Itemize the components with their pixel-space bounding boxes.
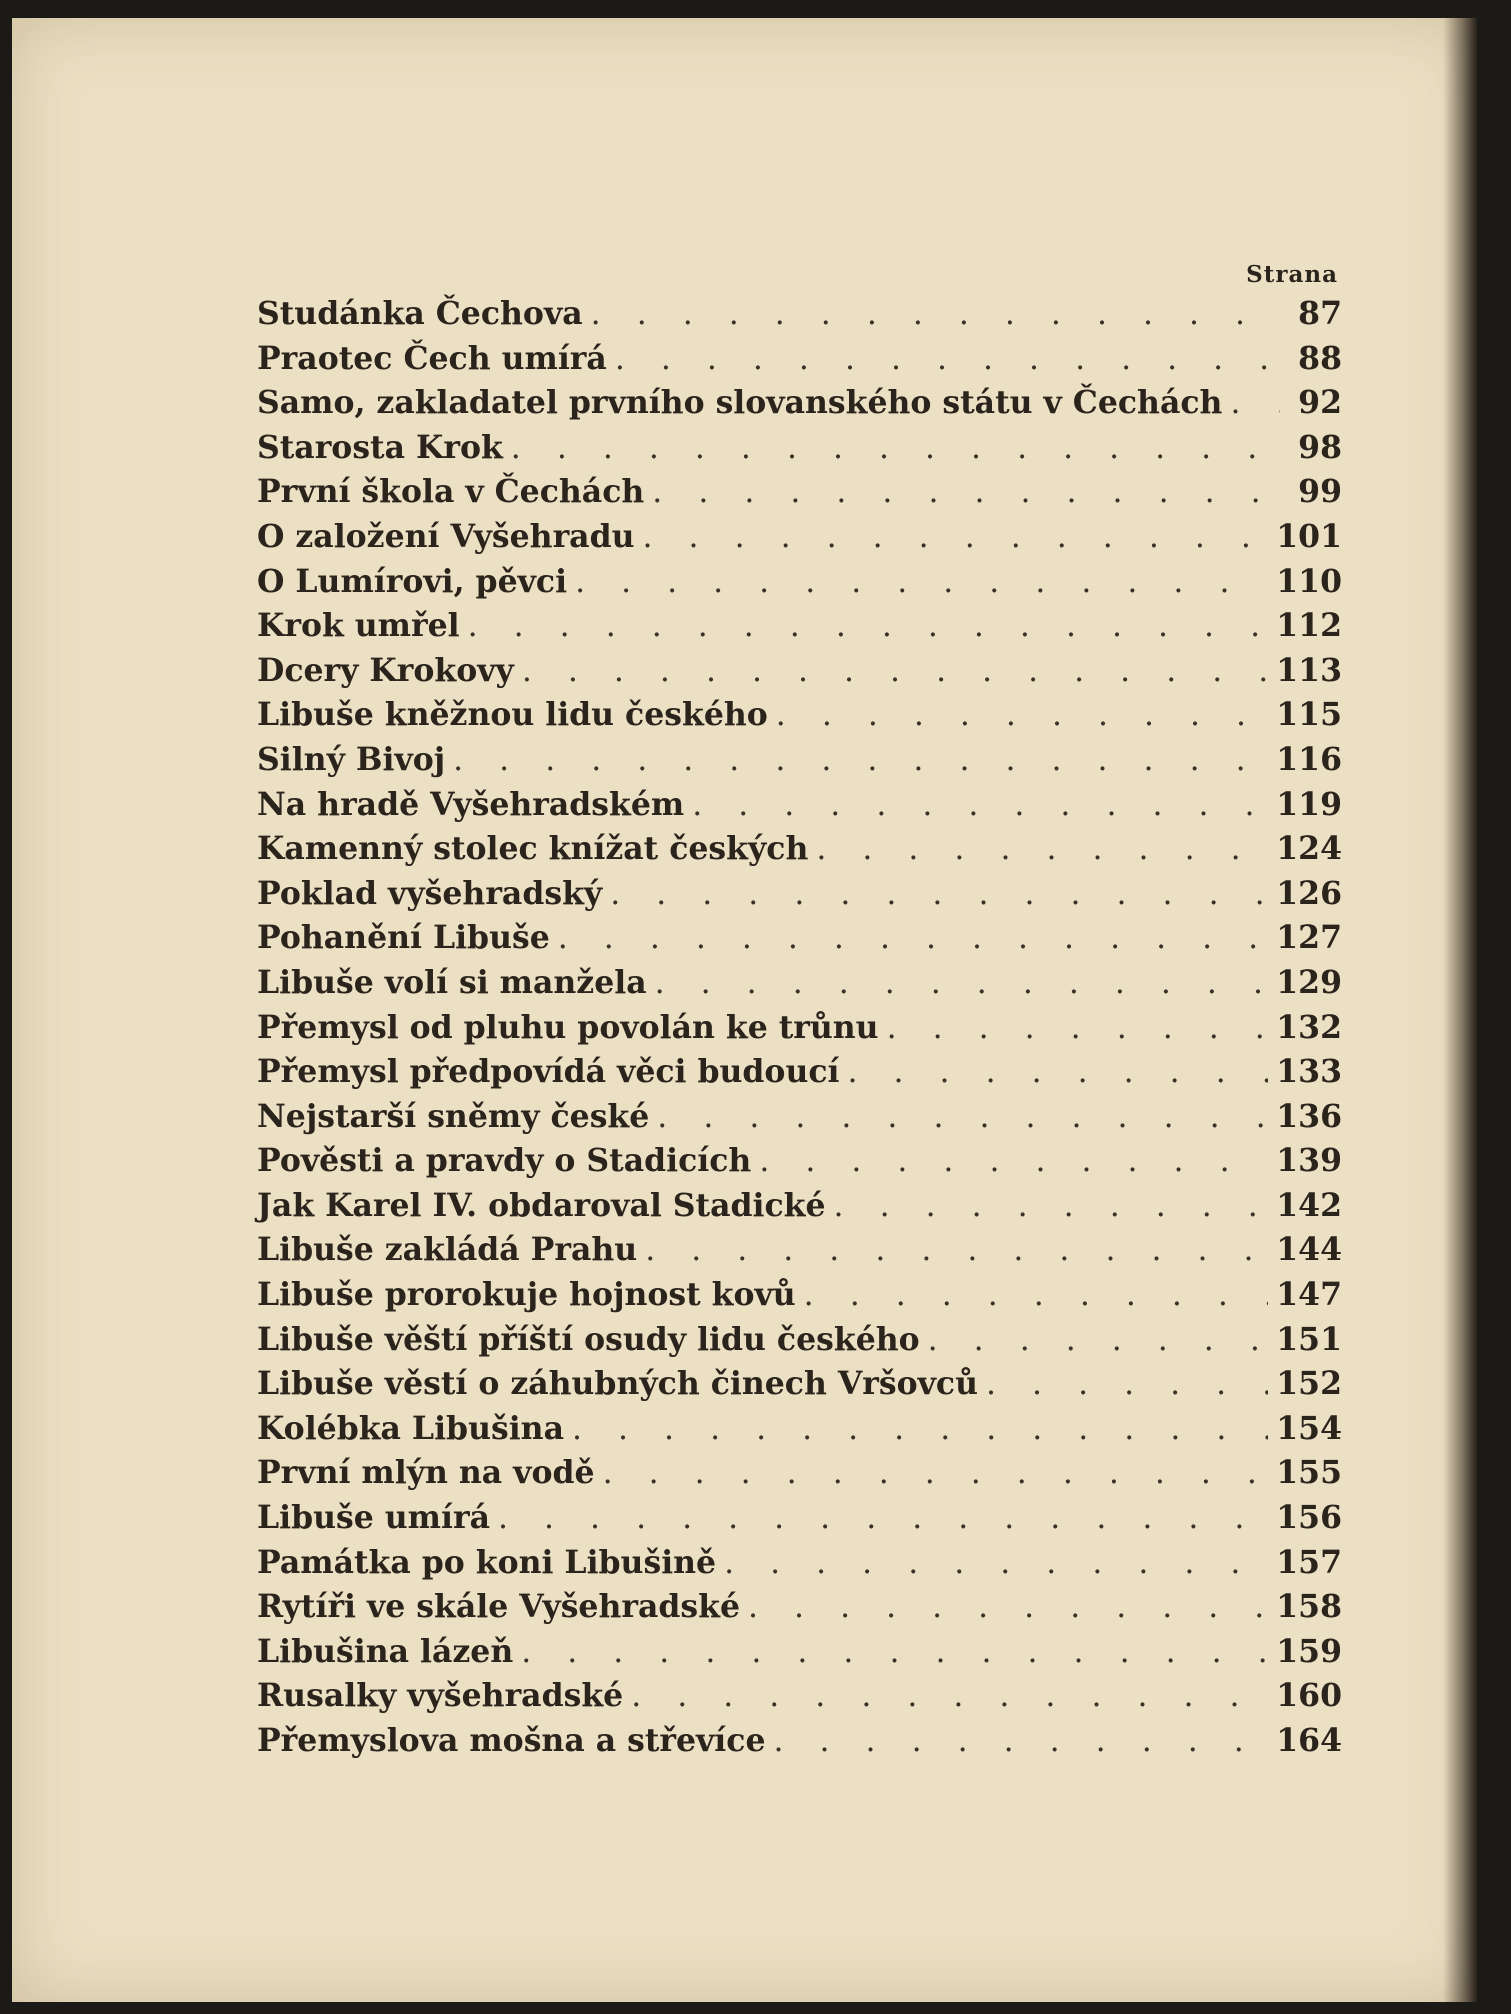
toc-entry-title: Krok umřel — [257, 607, 460, 645]
toc-entry — [257, 1228, 1342, 1273]
toc-entry — [257, 1139, 1342, 1184]
toc-entry — [257, 381, 1342, 426]
toc-entry-page: 115 — [1276, 696, 1342, 734]
toc-entry-title: O Lumírovi, pěvci — [257, 562, 568, 600]
toc-entry-title: Studánka Čechova — [257, 295, 583, 332]
leader-dots — [887, 1006, 1269, 1051]
toc-entry-title: Nejstarší sněmy české — [257, 1097, 650, 1135]
toc-entry-page: 158 — [1276, 1588, 1342, 1626]
toc-entry — [257, 1585, 1342, 1630]
toc-entry — [257, 604, 1342, 649]
toc-entry-title: Pohanění Libuše — [257, 919, 550, 957]
toc-entry-title: Libuše věští příští osudy lidu českého — [257, 1320, 920, 1358]
leader-dots — [575, 560, 1268, 605]
toc-entry-title: Kamenný stolec knížat českých — [257, 830, 809, 868]
toc-entry-title: Poklad vyšehradský — [257, 874, 603, 912]
leader-dots — [522, 649, 1268, 694]
leader-dots — [724, 1541, 1268, 1586]
leader-dots — [848, 1050, 1269, 1095]
toc-entry-page: 127 — [1276, 919, 1342, 957]
toc-entry-page: 154 — [1276, 1409, 1342, 1447]
toc-entry-title: O založení Vyšehradu — [257, 517, 635, 555]
toc-entry-title: Libuše kněžnou lidu českého — [257, 696, 768, 734]
toc-entry-title: Libušina lázeň — [257, 1632, 514, 1670]
toc-entry-title: Památka po koni Libušině — [257, 1543, 717, 1581]
toc-entry-title: Libuše zakládá Prahu — [257, 1231, 638, 1269]
toc-entry — [257, 1496, 1342, 1541]
toc-entry-title: Rusalky vyšehradské — [257, 1677, 624, 1715]
toc-entry-title: Přemysl předpovídá věci budoucí — [257, 1053, 840, 1091]
leader-dots — [986, 1362, 1268, 1407]
toc-entry — [257, 693, 1342, 738]
toc-entry-page: 136 — [1276, 1097, 1342, 1135]
toc-entry-page: 116 — [1276, 740, 1342, 778]
toc-entry-title: Libuše umírá — [257, 1499, 490, 1537]
toc-entry — [257, 1674, 1342, 1719]
leader-dots — [748, 1585, 1268, 1630]
toc-entry-page: 159 — [1276, 1632, 1342, 1670]
toc-entry-title: Libuše volí si manžela — [257, 963, 647, 1001]
toc-entry — [257, 872, 1342, 917]
leader-dots — [558, 916, 1268, 961]
leader-dots — [615, 337, 1280, 382]
toc-entry — [257, 1006, 1342, 1051]
leader-dots — [603, 1451, 1269, 1496]
toc-entry-page: 126 — [1276, 874, 1342, 912]
toc-entry-title: Libuše věstí o záhubných činech Vršovců — [257, 1365, 979, 1403]
leader-dots — [498, 1496, 1268, 1541]
leader-dots — [816, 827, 1268, 872]
leader-dots — [610, 872, 1268, 917]
leader-dots — [657, 1095, 1268, 1140]
toc-entry-page: 152 — [1276, 1365, 1342, 1403]
toc-entry — [257, 827, 1342, 872]
toc-entry — [257, 738, 1342, 783]
toc-entry-title: Jak Karel IV. obdaroval Stadické — [257, 1186, 826, 1224]
leader-dots — [631, 1674, 1268, 1719]
toc-entry — [257, 1630, 1342, 1675]
leader-dots — [643, 515, 1269, 560]
toc-entry — [257, 1719, 1342, 1764]
leader-dots — [645, 1228, 1268, 1273]
leader-dots — [572, 1407, 1268, 1452]
toc-entry-title: Starosta Krok — [257, 428, 503, 466]
toc-entry — [257, 649, 1342, 694]
leader-dots — [655, 961, 1269, 1006]
toc-entry-page: 147 — [1276, 1276, 1342, 1314]
toc-entry-title: První škola v Čechách — [257, 473, 645, 511]
leader-dots — [1230, 381, 1280, 426]
toc-entry-page: 133 — [1276, 1053, 1342, 1091]
toc-entry-title: Samo, zakladatel prvního slovanského státu v Čechách — [257, 384, 1223, 422]
toc-entry-page: 99 — [1298, 473, 1342, 511]
toc-entry-page: 112 — [1276, 607, 1342, 645]
page-gutter-shadow — [1443, 18, 1477, 2002]
leader-dots — [591, 292, 1280, 337]
leader-dots — [774, 1719, 1269, 1764]
toc-entry — [257, 1541, 1342, 1586]
toc-entry-page: 139 — [1276, 1142, 1342, 1180]
toc-entry — [257, 515, 1342, 560]
toc-entry-title: Praotec Čech umírá — [257, 339, 607, 377]
toc-entry — [257, 1273, 1342, 1318]
toc-entry-title: Pověsti a pravdy o Stadicích — [257, 1142, 752, 1180]
toc-entry — [257, 1050, 1342, 1095]
toc-entry-page: 129 — [1276, 963, 1342, 1001]
toc-entry — [257, 426, 1342, 471]
leader-dots — [468, 604, 1269, 649]
toc-entry-title: Rytíři ve skále Vyšehradské — [257, 1588, 741, 1626]
toc-entry-page: 164 — [1276, 1722, 1342, 1759]
toc-entry-page: 132 — [1276, 1008, 1342, 1046]
toc-entry-page: 113 — [1276, 651, 1342, 689]
toc-entry-title: Dcery Krokovy — [257, 651, 514, 689]
toc-entry — [257, 916, 1342, 961]
toc-entry-title: Libuše prorokuje hojnost kovů — [257, 1276, 796, 1314]
toc-entry-page: 160 — [1276, 1677, 1342, 1715]
leader-dots — [928, 1318, 1269, 1363]
toc-entry-title: Na hradě Vyšehradském — [257, 785, 685, 823]
toc-entry — [257, 1184, 1342, 1229]
toc-entry-title: Silný Bivoj — [257, 740, 446, 778]
leader-dots — [804, 1273, 1269, 1318]
toc-entry-page: 119 — [1276, 785, 1342, 823]
toc-list — [257, 292, 1342, 1764]
toc-entry-title: Kolébka Libušina — [257, 1409, 564, 1447]
leader-dots — [834, 1184, 1269, 1229]
leader-dots — [511, 426, 1280, 471]
page-column-header: Strana — [1246, 261, 1338, 288]
leader-dots — [521, 1630, 1268, 1675]
toc-entry — [257, 1407, 1342, 1452]
toc-entry-title: První mlýn na vodě — [257, 1454, 595, 1492]
toc-entry-page: 142 — [1276, 1186, 1342, 1224]
toc-entry — [257, 1451, 1342, 1496]
leader-dots — [776, 693, 1268, 738]
toc-entry — [257, 1318, 1342, 1363]
toc-entry-title: Přemyslova mošna a střevíce — [257, 1722, 766, 1759]
toc-entry — [257, 1362, 1342, 1407]
toc-entry — [257, 1095, 1342, 1140]
toc-entry — [257, 560, 1342, 605]
toc-entry-page: 88 — [1298, 339, 1342, 377]
toc-entry-page: 157 — [1276, 1543, 1342, 1581]
toc-entry-title: Přemysl od pluhu povolán ke trůnu — [257, 1008, 879, 1046]
book-page — [12, 18, 1477, 2002]
table-of-contents — [257, 258, 1342, 1764]
leader-dots — [759, 1139, 1268, 1184]
leader-dots — [652, 470, 1280, 515]
leader-dots — [692, 783, 1268, 828]
toc-entry-page: 124 — [1276, 830, 1342, 868]
toc-entry-page: 156 — [1276, 1499, 1342, 1537]
toc-entry — [257, 961, 1342, 1006]
toc-entry-page: 110 — [1276, 562, 1342, 600]
toc-entry-page: 92 — [1298, 384, 1342, 422]
toc-entry — [257, 470, 1342, 515]
toc-entry-page: 151 — [1276, 1320, 1342, 1358]
toc-entry-page: 98 — [1298, 428, 1342, 466]
toc-entry-page: 144 — [1276, 1231, 1342, 1269]
toc-entry-page: 155 — [1276, 1454, 1342, 1492]
toc-entry — [257, 337, 1342, 382]
toc-entry — [257, 783, 1342, 828]
toc-entry-page: 101 — [1276, 517, 1342, 555]
leader-dots — [453, 738, 1268, 783]
toc-entry-page: 87 — [1298, 295, 1342, 332]
toc-entry — [257, 292, 1342, 337]
